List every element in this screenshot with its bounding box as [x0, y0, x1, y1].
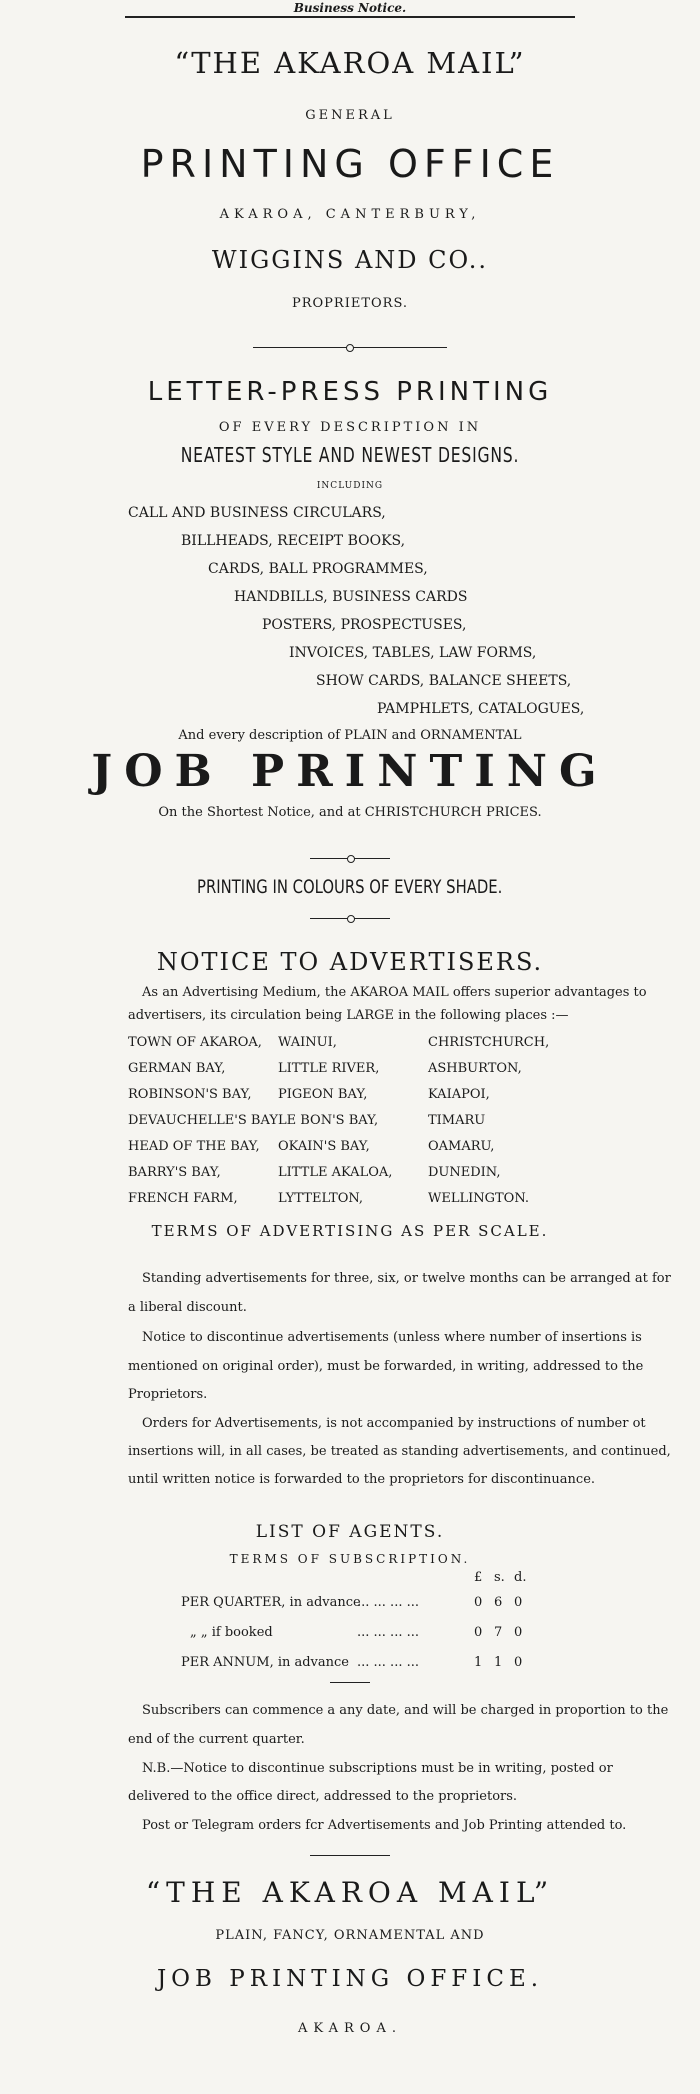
letterpress-including: INCLUDING	[316, 481, 384, 491]
ornamental-rule	[253, 344, 447, 352]
letterpress-item: CALL AND BUSINESS CIRCULARS,	[128, 505, 386, 521]
letterpress-heading: LETTER-PRESS PRINTING	[147, 377, 553, 407]
place-name: DUNEDIN,	[428, 1165, 501, 1180]
ornamental-rule	[310, 915, 390, 923]
sub-row-dots: ... ... ... ...	[357, 1655, 419, 1670]
place-name: HEAD OF THE BAY,	[128, 1139, 260, 1154]
sub-row-pence: 0	[514, 1625, 523, 1640]
job-printing: JOB PRINTING	[91, 746, 609, 797]
colours-line	[0, 876, 700, 898]
place-name: PIGEON BAY,	[278, 1087, 368, 1102]
letterpress-item: BILLHEADS, RECEIPT BOOKS,	[181, 533, 406, 549]
place-name: GERMAN BAY,	[128, 1061, 226, 1076]
place-name: FRENCH FARM,	[128, 1191, 238, 1206]
place-name: ROBINSON'S BAY,	[128, 1087, 252, 1102]
designs-text: NEATEST STYLE AND NEWEST DESIGNS.	[180, 443, 520, 467]
footer-plain-fancy: PLAIN, FANCY, ORNAMENTAL AND	[215, 1928, 485, 1943]
place-name: OKAIN'S BAY,	[278, 1139, 370, 1154]
sub-row-shillings: 1	[494, 1655, 503, 1670]
para-orders: Orders for Advertisements, is not accompanied by instructions of number ot	[142, 1416, 646, 1431]
running-head: Business Notice.	[293, 1, 407, 15]
agents-heading: LIST OF AGENTS.	[255, 1522, 445, 1542]
para-post: Post or Telegram orders fcr Advertisements and Job Printing attended to.	[142, 1818, 627, 1833]
place-name: LYTTELTON,	[278, 1191, 364, 1206]
para-standing: a liberal discount.	[128, 1300, 247, 1315]
letterpress-item: PAMPHLETS, CATALOGUES,	[377, 701, 585, 717]
footer-title: “THE AKAROA MAIL”	[145, 1876, 555, 1909]
footer-akaroa: AKAROA.	[298, 2021, 402, 2036]
advertising-terms: TERMS OF ADVERTISING AS PER SCALE.	[151, 1222, 549, 1240]
ornamental-rule	[310, 855, 390, 863]
col-pence: d.	[514, 1570, 527, 1585]
place-name: DEVAUCHELLE'S BAY	[128, 1113, 278, 1128]
place-name: CHRISTCHURCH,	[428, 1035, 550, 1050]
para-orders: insertions will, in all cases, be treated as standing advertisements, and continued,	[128, 1444, 671, 1459]
para-nb: delivered to the office direct, addressed to the proprietors.	[128, 1789, 518, 1804]
sub-row-shillings: 6	[494, 1595, 503, 1610]
advertisers-intro: As an Advertising Medium, the AKAROA MAIL offers superior advantages to	[142, 985, 647, 1000]
letterpress-item: HANDBILLS, BUSINESS CARDS	[234, 589, 468, 605]
advertisers-heading: NOTICE TO ADVERTISERS.	[156, 948, 544, 976]
place-name: ASHBURTON,	[428, 1061, 522, 1076]
subscription-terms: TERMS OF SUBSCRIPTION.	[229, 1552, 471, 1566]
letterpress-item: POSTERS, PROSPECTUSES,	[262, 617, 467, 633]
short-rule	[330, 1682, 370, 1683]
col-shillings: s.	[494, 1570, 505, 1585]
sub-row-pence: 0	[514, 1595, 523, 1610]
letterpress-item: CARDS, BALL PROGRAMMES,	[208, 561, 428, 577]
para-discontinue: Notice to discontinue advertisements (unless where number of insertions is	[142, 1330, 642, 1345]
sub-row-pounds: 1	[474, 1655, 483, 1670]
letterpress-item: SHOW CARDS, BALANCE SHEETS,	[316, 673, 572, 689]
place-name: LE BON'S BAY,	[278, 1113, 379, 1128]
sub-row-dots: ... ... ... ...	[357, 1625, 419, 1640]
masthead-location: AKAROA, CANTERBURY,	[219, 207, 481, 222]
place-name: WELLINGTON.	[428, 1191, 530, 1206]
place-name: LITTLE RIVER,	[278, 1061, 380, 1076]
place-name: OAMARU,	[428, 1139, 495, 1154]
letterpress-designs	[0, 443, 700, 467]
footer-job-office: JOB PRINTING OFFICE.	[156, 1966, 544, 1992]
sub-row-pence: 0	[514, 1655, 523, 1670]
sub-row-pounds: 0	[474, 1625, 483, 1640]
letterpress-item: INVOICES, TABLES, LAW FORMS,	[289, 645, 537, 661]
para-orders: until written notice is forwarded to the proprietors for discontinuance.	[128, 1472, 596, 1487]
para-subscribers: end of the current quarter.	[128, 1732, 305, 1747]
sub-row-label: PER ANNUM, in advance	[181, 1655, 350, 1670]
place-name: TIMARU	[428, 1113, 486, 1128]
short-rule	[310, 1855, 390, 1856]
every-description: And every description of PLAIN and ORNAMENTAL	[178, 728, 522, 743]
sub-row-label: PER QUARTER, in advance	[181, 1595, 361, 1610]
sub-row-shillings: 7	[494, 1625, 503, 1640]
para-standing: Standing advertisements for three, six, or twelve months can be arranged at for	[142, 1271, 671, 1286]
place-name: BARRY'S BAY,	[128, 1165, 221, 1180]
place-name: TOWN OF AKAROA,	[128, 1035, 262, 1050]
para-discontinue: mentioned on original order), must be forwarded, in writing, addressed to the	[128, 1359, 644, 1374]
masthead-general: GENERAL	[305, 108, 395, 123]
masthead-firm: WIGGINS AND CO..	[211, 246, 489, 274]
advertisers-intro: advertisers, its circulation being LARGE in the following places :—	[128, 1008, 569, 1023]
top-rule	[125, 16, 575, 18]
para-nb: N.B.—Notice to discontinue subscriptions must be in writing, posted or	[142, 1761, 613, 1776]
sub-row-label: „ „ if booked	[190, 1625, 273, 1640]
para-discontinue: Proprietors.	[128, 1387, 208, 1402]
place-name: LITTLE AKALOA,	[278, 1165, 393, 1180]
col-pounds: £	[474, 1570, 483, 1585]
shortest-notice: On the Shortest Notice, and at CHRISTCHURCH PRICES.	[158, 805, 542, 820]
sub-row-dots: ... ... ... ...	[357, 1595, 419, 1610]
masthead-proprietors: PROPRIETORS.	[291, 296, 409, 311]
masthead-title: “THE AKAROA MAIL”	[174, 46, 526, 80]
masthead-printing-office: PRINTING OFFICE	[140, 142, 560, 186]
sub-row-pounds: 0	[474, 1595, 483, 1610]
colours-text: PRINTING IN COLOURS OF EVERY SHADE.	[197, 876, 503, 898]
place-name: KAIAPOI,	[428, 1087, 490, 1102]
place-name: WAINUI,	[278, 1035, 337, 1050]
letterpress-sub: OF EVERY DESCRIPTION IN	[218, 420, 482, 435]
para-subscribers: Subscribers can commence a any date, and will be charged in proportion to the	[142, 1703, 669, 1718]
